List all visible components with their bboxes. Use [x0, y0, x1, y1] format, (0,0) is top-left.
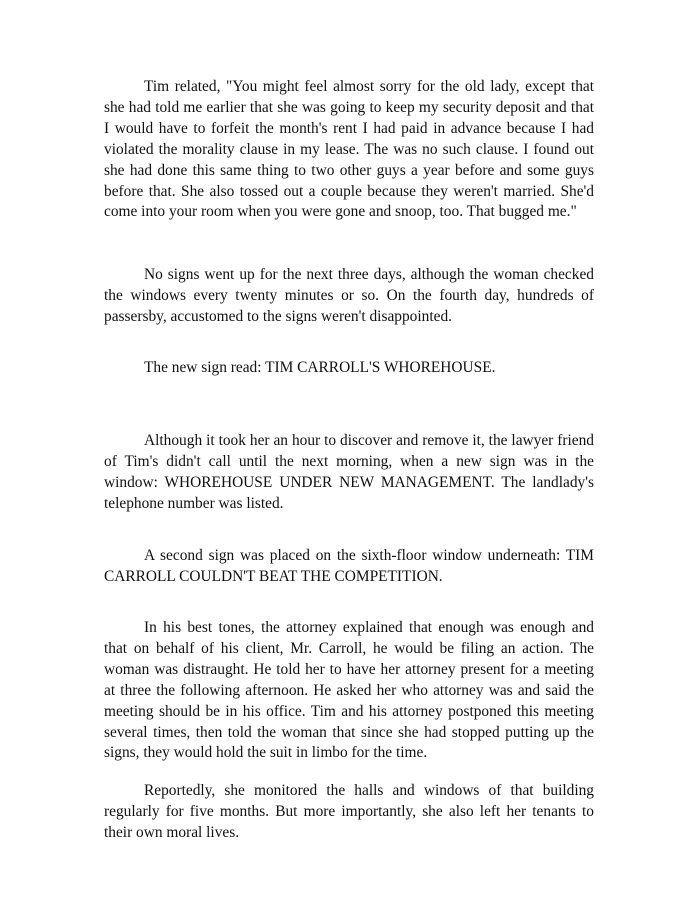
paragraph-reportedly: Reportedly, she monitored the halls and windows of that building regularly for five months. But more importantly, she also left her tenants to their own moral lives.	[104, 782, 594, 841]
paragraph-lawyer-friend: Although it took her an hour to discover and remove it, the lawyer friend of Tim's didn't call until the next morning, when a new sign was in the window: WHOREHOUSE UNDER NEW MANAGEMENT. The landlady's telephone number was listed.	[104, 432, 594, 512]
paragraph-new-sign: The new sign read: TIM CARROLL'S WHOREHOUSE.	[144, 359, 496, 376]
paragraph-no-signs: No signs went up for the next three days, although the woman checked the windows every twenty minutes or so. On the fourth day, hundreds of passersby, accustomed to the signs weren't disappointed.	[104, 266, 594, 325]
paragraph-attorney: In his best tones, the attorney explained that enough was enough and that on behalf of his client, Mr. Carroll, he would be filing an action. The woman was distraught. He told her to have her attorney present for a meeting at three the following afternoon. He asked her who attorney was and said the meeting should be in his office. Tim and his attorney postponed this meeting several times, then told the woman that since she had stopped putting up the signs, they would hold the suit in limbo for the time.	[104, 619, 594, 762]
paragraph-tim-related: Tim related, "You might feel almost sorry for the old lady, except that she had told me earlier that she was going to keep my security deposit and that I would have to forfeit the month's rent I had paid in advance because I had violated the morality clause in my lease. The was no such clause. I found out she had done this same thing to two other guys a year before and some guys before that. She also tossed out a couple because they weren't married. She'd come into your room when you were gone and snoop, too. That bugged me."	[104, 78, 594, 221]
paragraph-second-sign: A second sign was placed on the sixth-floor window underneath: TIM CARROLL COULDN'T BEAT THE COMPETITION.	[104, 547, 594, 585]
